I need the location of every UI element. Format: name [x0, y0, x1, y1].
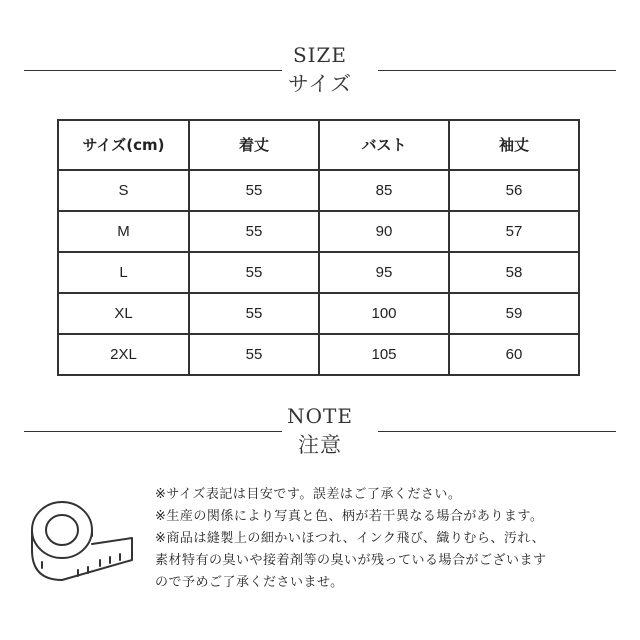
- table-row: [58, 211, 579, 252]
- table-cell-sleeve: 60: [449, 334, 579, 375]
- header-sleeve: 袖丈: [449, 120, 579, 170]
- note-line: ※サイズ表記は目安です。誤差はご了承ください。: [155, 487, 462, 502]
- table-cell-bust: 95: [319, 252, 449, 293]
- table-cell-length: 55: [189, 211, 319, 252]
- table-cell-bust: 105: [319, 334, 449, 375]
- table-header-row: [58, 120, 579, 170]
- size-title-jp: サイズ: [287, 72, 353, 96]
- header-length: 着丈: [189, 120, 319, 170]
- note-line: ※生産の関係により写真と色、柄が若干異なる場合があります。: [155, 509, 544, 524]
- table-cell-size: 2XL: [58, 334, 189, 375]
- header-size: サイズ(cm): [58, 120, 189, 170]
- header-bust: バスト: [319, 120, 449, 170]
- measuring-tape-icon: [18, 480, 138, 590]
- table-cell-sleeve: 56: [449, 170, 579, 211]
- note-heading: [0, 404, 640, 464]
- note-title-en: NOTE: [287, 404, 353, 428]
- table-cell-length: 55: [189, 170, 319, 211]
- table-cell-bust: 100: [319, 293, 449, 334]
- table-cell-sleeve: 59: [449, 293, 579, 334]
- table-cell-length: 55: [189, 334, 319, 375]
- size-title-en: SIZE: [292, 43, 348, 67]
- table-cell-size: XL: [58, 293, 189, 334]
- table-cell-size: S: [58, 170, 189, 211]
- size-heading: [0, 43, 640, 103]
- note-title-jp: 注意: [298, 433, 342, 457]
- notes-block: [155, 484, 625, 594]
- table-cell-length: 55: [189, 252, 319, 293]
- table-row: [58, 252, 579, 293]
- table-cell-bust: 90: [319, 211, 449, 252]
- table-cell-size: M: [58, 211, 189, 252]
- note-line: ※商品は縫製上の細かいほつれ、インク飛び、織りむら、汚れ、: [155, 531, 546, 546]
- table-cell-bust: 85: [319, 170, 449, 211]
- table-row: [58, 334, 579, 375]
- note-line: 素材特有の臭いや接着剤等の臭いが残っている場合がございます: [155, 553, 547, 568]
- size-table: [57, 119, 580, 376]
- note-line: ので予めご了承くださいませ。: [155, 575, 344, 590]
- table-cell-sleeve: 57: [449, 211, 579, 252]
- table-cell-sleeve: 58: [449, 252, 579, 293]
- table-row: [58, 170, 579, 211]
- table-cell-size: L: [58, 252, 189, 293]
- table-cell-length: 55: [189, 293, 319, 334]
- table-row: [58, 293, 579, 334]
